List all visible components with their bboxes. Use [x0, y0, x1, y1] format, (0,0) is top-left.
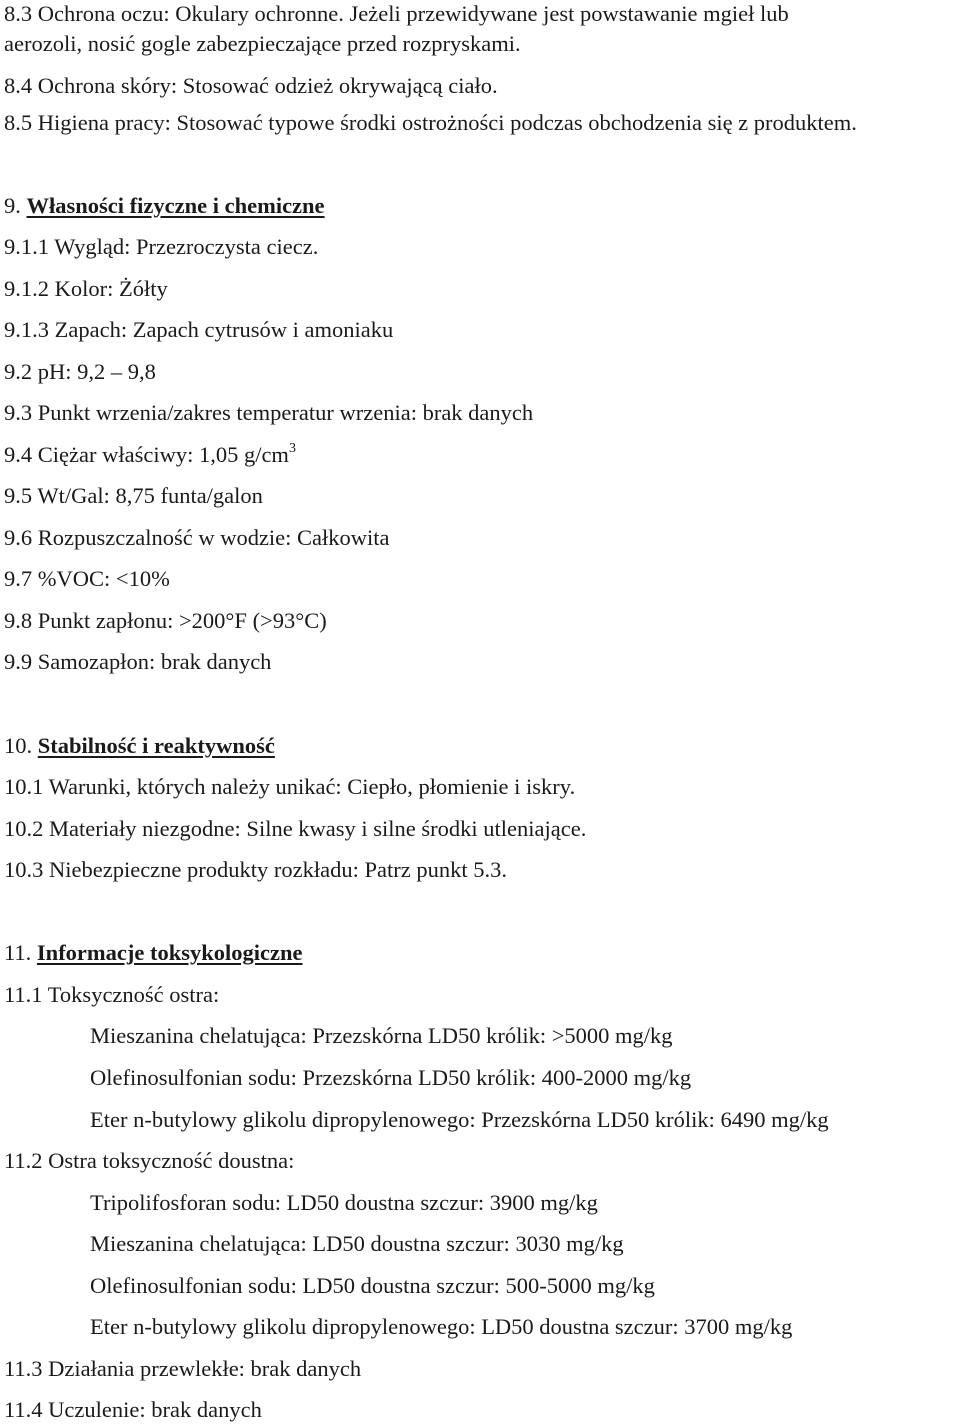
para-9-3: 9.3 Punkt wrzenia/zakres temperatur wrzenia: brak danych: [4, 400, 534, 425]
para-9-5: 9.5 Wt/Gal: 8,75 funta/galon: [4, 483, 263, 508]
para-10-3: 10.3 Niebezpieczne produkty rozkładu: Patrz punkt 5.3.: [4, 857, 507, 882]
para-9-4: [4, 441, 296, 469]
section-9-heading: [4, 192, 325, 220]
para-9-1-1: 9.1.1 Wygląd: Przezroczysta ciecz.: [4, 234, 319, 259]
para-8-3-line1: 8.3 Ochrona oczu: Okulary ochronne. Jeżeli przewidywane jest powstawanie mgieł lub: [4, 1, 789, 26]
section-9-number: 9.: [4, 193, 21, 218]
para-9-9: 9.9 Samozapłon: brak danych: [4, 649, 272, 674]
section-11-heading: [4, 939, 303, 967]
acute-toxicity-item: Eter n-butylowy glikolu dipropylenowego: Przezskórna LD50 królik: 6490 mg/kg: [90, 1107, 829, 1132]
para-9-4-superscript: 3: [288, 440, 296, 456]
section-9-title: Własności fizyczne i chemiczne: [26, 193, 325, 218]
para-8-5: 8.5 Higiena pracy: Stosować typowe środki ostrożności podczas obchodzenia się z produktem.: [4, 110, 857, 135]
section-11-title: Informacje toksykologiczne: [36, 940, 303, 965]
para-11-1: 11.1 Toksyczność ostra:: [4, 982, 220, 1007]
para-10-1: 10.1 Warunki, których należy unikać: Ciepło, płomienie i iskry.: [4, 774, 576, 799]
para-11-3: 11.3 Działania przewlekłe: brak danych: [4, 1356, 362, 1381]
para-8-3-line2: aerozoli, nosić gogle zabezpieczające przed rozpryskami.: [4, 31, 521, 56]
acute-toxicity-item: Mieszanina chelatująca: Przezskórna LD50 królik: >5000 mg/kg: [90, 1023, 673, 1048]
para-9-1-2: 9.1.2 Kolor: Żółty: [4, 276, 168, 301]
para-11-4: 11.4 Uczulenie: brak danych: [4, 1397, 262, 1422]
oral-toxicity-item: Olefinosulfonian sodu: LD50 doustna szczur: 500-5000 mg/kg: [90, 1273, 655, 1298]
oral-toxicity-item: Eter n-butylowy glikolu dipropylenowego: LD50 doustna szczur: 3700 mg/kg: [90, 1314, 793, 1339]
section-10-number: 10.: [4, 733, 33, 758]
para-9-6: 9.6 Rozpuszczalność w wodzie: Całkowita: [4, 525, 390, 550]
para-9-7: 9.7 %VOC: <10%: [4, 566, 170, 591]
para-10-2: 10.2 Materiały niezgodne: Silne kwasy i silne środki utleniające.: [4, 816, 587, 841]
para-11-2: 11.2 Ostra toksyczność doustna:: [4, 1148, 295, 1173]
para-8-4: 8.4 Ochrona skóry: Stosować odzież okrywającą ciało.: [4, 73, 498, 98]
oral-toxicity-item: Mieszanina chelatująca: LD50 doustna szczur: 3030 mg/kg: [90, 1231, 624, 1256]
para-9-1-3: 9.1.3 Zapach: Zapach cytrusów i amoniaku: [4, 317, 394, 342]
section-10-heading: [4, 732, 275, 760]
para-9-8: 9.8 Punkt zapłonu: >200°F (>93°C): [4, 608, 327, 633]
oral-toxicity-item: Tripolifosforan sodu: LD50 doustna szczur: 3900 mg/kg: [90, 1190, 598, 1215]
section-11-number: 11.: [4, 940, 32, 965]
section-10-title: Stabilność i reaktywność: [37, 733, 275, 758]
para-9-4-text: 9.4 Ciężar właściwy: 1,05 g/cm: [4, 442, 289, 467]
para-9-2: 9.2 pH: 9,2 – 9,8: [4, 359, 156, 384]
acute-toxicity-item: Olefinosulfonian sodu: Przezskórna LD50 królik: 400-2000 mg/kg: [90, 1065, 692, 1090]
